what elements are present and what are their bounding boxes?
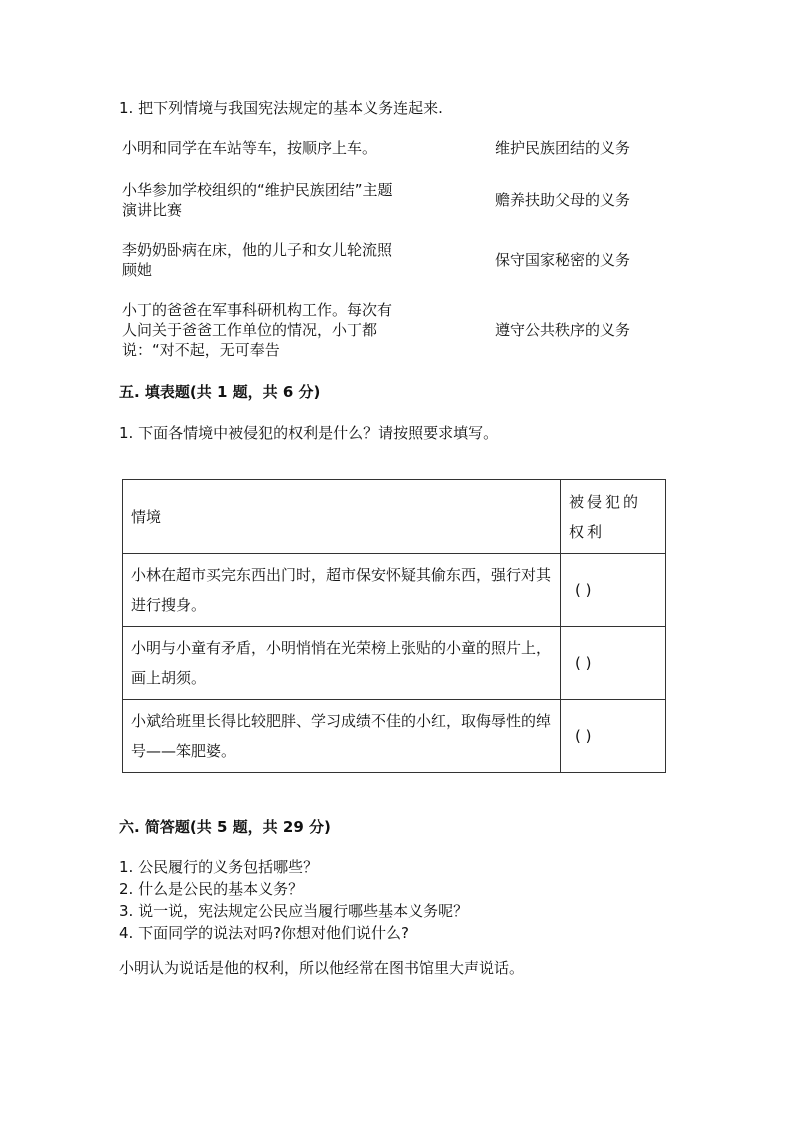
matching-left-item-1: 小明和同学在车站等车，按顺序上车。 (122, 139, 378, 157)
table-cell-situation: 小林在超市买完东西出门时，超市保安怀疑其偷东西，强行对其进行搜身。 (123, 554, 561, 627)
matching-left-item-2: 小华参加学校组织的“维护民族团结”主题演讲比赛 (122, 181, 393, 219)
section6-heading: 六. 简答题(共 5 题，共 29 分) (119, 818, 331, 836)
section6-question-1: 1. 公民履行的义务包括哪些？ (119, 858, 319, 876)
table-cell-situation: 小明与小童有矛盾，小明悄悄在光荣榜上张贴的小童的照片上，画上胡须。 (123, 627, 561, 700)
rights-table (122, 479, 666, 773)
matching-right-item-2: 赡养扶助父母的义务 (495, 191, 631, 209)
table-cell-answer[interactable]: ( ) (561, 700, 666, 773)
table-header-right: 被侵犯的权利 (561, 480, 666, 554)
section6-statement: 小明认为说话是他的权利，所以他经常在图书馆里大声说话。 (119, 959, 525, 977)
section6-question-3: 3. 说一说，宪法规定公民应当履行哪些基本义务呢？ (119, 902, 469, 920)
table-row (123, 554, 666, 627)
section5-heading: 五. 填表题(共 1 题，共 6 分) (119, 383, 321, 401)
matching-question: 1. 把下列情境与我国宪法规定的基本义务连起来. (119, 99, 443, 117)
matching-left-item-4: 小丁的爸爸在军事科研机构工作。每次有人问关于爸爸工作单位的情况，小丁都说：“对不起，无可奉告 (122, 301, 393, 359)
table-header-row (123, 480, 666, 554)
matching-right-item-1: 维护民族团结的义务 (495, 139, 631, 157)
section5-question: 1. 下面各情境中被侵犯的权利是什么？请按照要求填写。 (119, 424, 499, 442)
table-cell-situation: 小斌给班里长得比较肥胖、学习成绩不佳的小红，取侮辱性的绰号——笨肥婆。 (123, 700, 561, 773)
section6-question-list (119, 856, 468, 944)
section6-question-2: 2. 什么是公民的基本义务？ (119, 880, 304, 898)
matching-right-item-4: 遵守公共秩序的义务 (495, 321, 631, 339)
table-cell-answer[interactable]: ( ) (561, 554, 666, 627)
matching-left-item-3: 李奶奶卧病在床，他的儿子和女儿轮流照顾她 (122, 241, 393, 279)
section6-question-4: 4. 下面同学的说法对吗?你想对他们说什么? (119, 924, 410, 942)
matching-right-item-3: 保守国家秘密的义务 (495, 251, 631, 269)
table-header-situation: 情境 (123, 480, 561, 554)
table-row (123, 700, 666, 773)
table-row (123, 627, 666, 700)
table-cell-answer[interactable]: ( ) (561, 627, 666, 700)
